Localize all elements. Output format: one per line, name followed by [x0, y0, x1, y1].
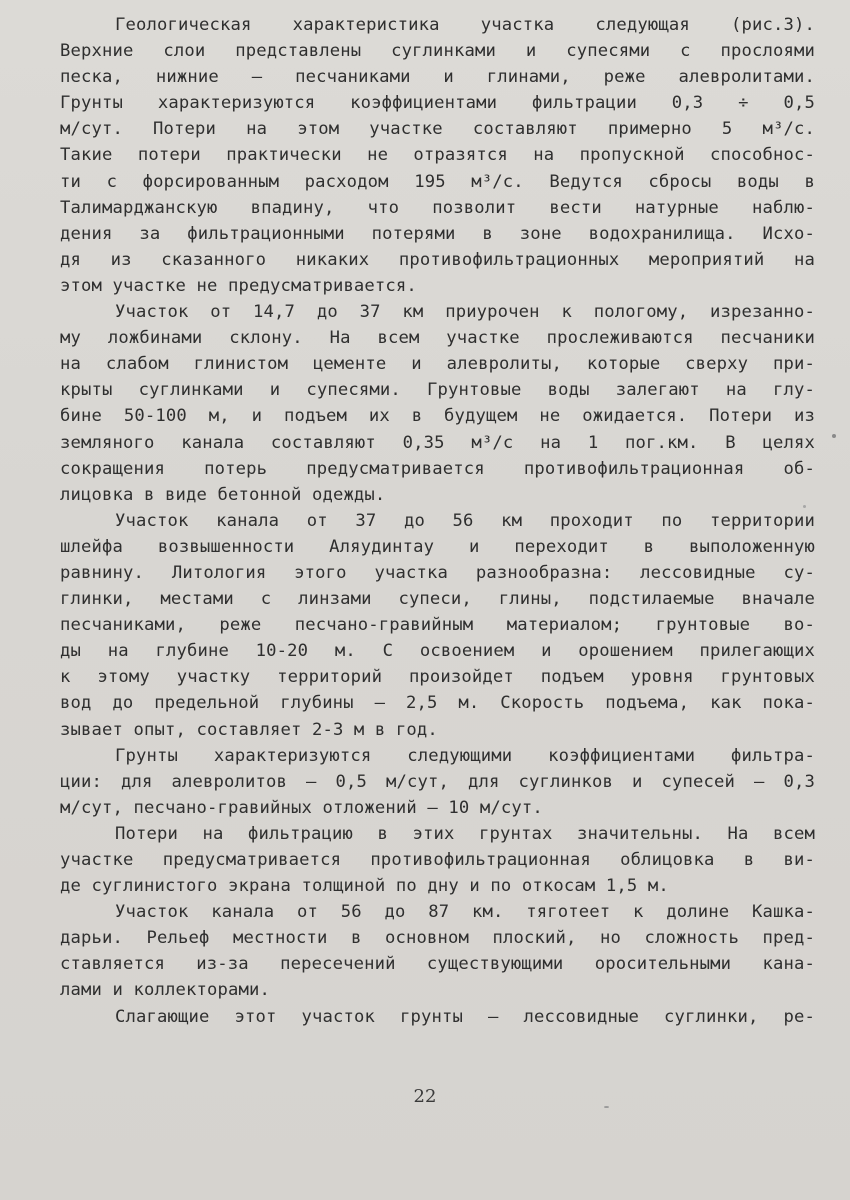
text-line: зывает опыт, составляет 2-3 м в год.	[60, 719, 438, 740]
text-line: ции: для алевролитов – 0,5 м/сут, для суглинков и супесей – 0,3	[60, 771, 815, 792]
text-line: Грунты характеризуются коэффициентами фильтрации 0,3 ÷ 0,5	[60, 93, 815, 114]
text-line: ды на глубине 10-20 м. С освоением и орошением прилегающих	[60, 641, 815, 662]
text-line: Такие потери практически не отразятся на пропускной способнос-	[60, 145, 815, 166]
paper-speck	[832, 434, 836, 438]
text-line: Участок канала от 37 до 56 км проходит по территории	[115, 510, 815, 531]
text-line: Потери на фильтрацию в этих грунтах значительны. На всем	[115, 823, 815, 844]
text-line: дарьи. Рельеф местности в основном плоский, но сложность пред-	[60, 928, 815, 949]
text-line: Верхние слои представлены суглинками и супесями с прослоями	[60, 41, 815, 62]
body-text	[60, 12, 815, 1030]
text-line: сокращения потерь предусматривается противофильтрационная об-	[60, 458, 815, 479]
text-line: Геологическая характеристика участка следующая (рис.3).	[115, 15, 815, 35]
text-line: Слагающие этот участок грунты – лессовидные суглинки, ре-	[115, 1006, 815, 1027]
text-line: дения за фильтрационными потерями в зоне водохранилища. Исхо-	[60, 223, 815, 244]
text-line: шлейфа возвышенности Аляудинтау и переходит в выположенную	[60, 536, 815, 557]
paper-speck	[803, 505, 806, 508]
text-line: крыты суглинками и супесями. Грунтовые воды залегают на глу-	[60, 380, 815, 401]
text-line: ти с форсированным расходом 195 м³/с. Ведутся сбросы воды в	[60, 171, 815, 192]
text-line: вод до предельной глубины – 2,5 м. Скорость подъема, как пока-	[60, 693, 815, 714]
text-line: глинки, местами с линзами супеси, глины, подстилаемые вначале	[60, 589, 815, 610]
text-line: Талимарджанскую впадину, что позволит вести натурные наблю-	[60, 197, 815, 218]
text-line: участке предусматривается противофильтрационная облицовка в ви-	[60, 850, 815, 870]
text-line: Грунты характеризуются следующими коэффициентами фильтра-	[115, 745, 815, 766]
text-line: му ложбинами склону. На всем участке прослеживаются песчаники	[60, 328, 815, 349]
text-line: Участок от 14,7 до 37 км приурочен к пологому, изрезанно-	[115, 302, 815, 323]
text-line: де суглинистого экрана толщиной по дну и по откосам 1,5 м.	[60, 876, 669, 897]
text-line: равнину. Литология этого участка разнообразна: лессовидные су-	[60, 562, 815, 583]
page-number: 22	[413, 1086, 437, 1107]
text-line: песчаниками, реже песчано-гравийным материалом; грунтовые во-	[60, 615, 815, 636]
text-line: лами и коллекторами.	[60, 980, 270, 1001]
text-line: м/сут. Потери на этом участке составляют примерно 5 м³/с.	[60, 119, 815, 140]
text-line: м/сут, песчано-гравийных отложений – 10 м/сут.	[60, 797, 543, 818]
text-line: этом участке не предусматривается.	[60, 275, 417, 296]
text-line: ставляется из-за пересечений существующими оросительными кана-	[60, 954, 815, 975]
text-line: лицовка в виде бетонной одежды.	[60, 484, 386, 505]
text-line: дя из сказанного никаких противофильтрационных мероприятий на	[60, 249, 815, 270]
text-line: на слабом глинистом цементе и алевролиты, которые сверху при-	[60, 354, 815, 375]
text-line: бине 50-100 м, и подъем их в будущем не ожидается. Потери из	[60, 406, 815, 427]
paper-speck	[604, 1106, 609, 1108]
text-line: земляного канала составляют 0,35 м³/с на 1 пог.км. В целях	[60, 432, 815, 453]
text-line: к этому участку территорий произойдет подъем уровня грунтовых	[60, 667, 815, 688]
text-line: Участок канала от 56 до 87 км. тяготеет к долине Кашка-	[115, 902, 815, 923]
text-line: песка, нижние – песчаниками и глинами, реже алевролитами.	[60, 67, 815, 88]
